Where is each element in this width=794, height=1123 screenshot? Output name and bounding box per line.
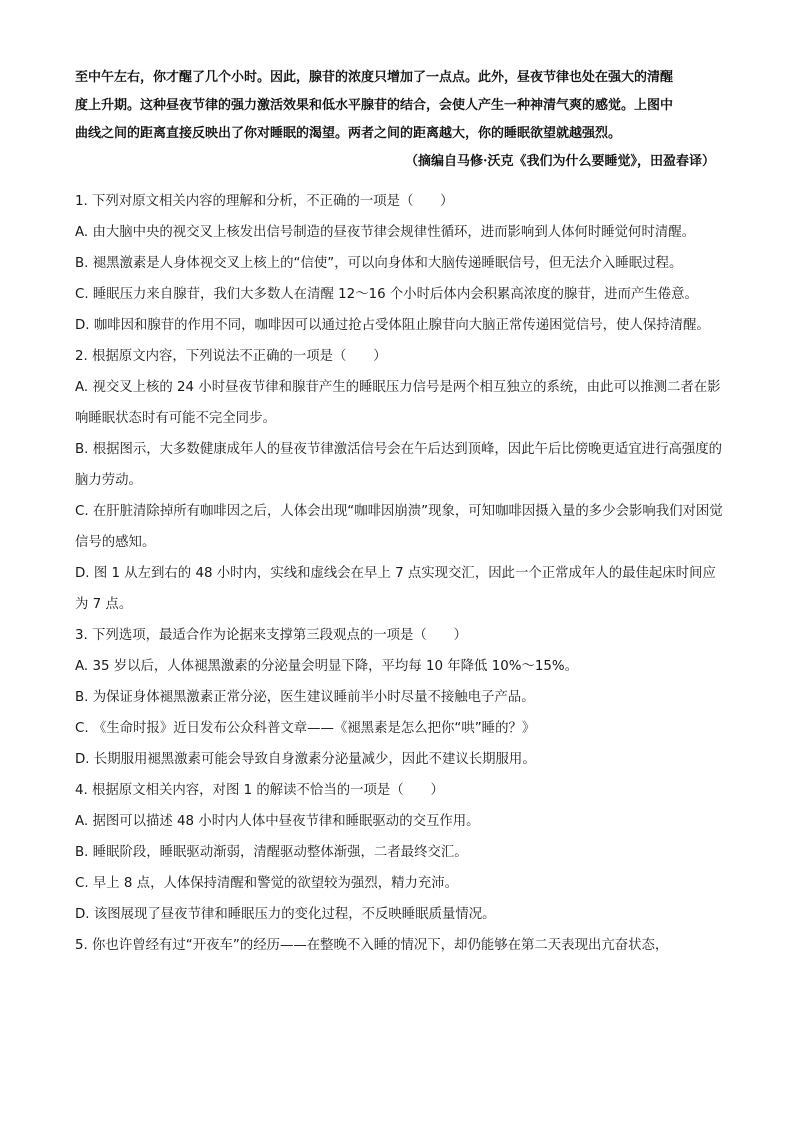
question-2-option-b: B. 根据图示，大多数健康成年人的昼夜节律激活信号会在午后达到顶峰，因此午后比傍晚更适宜进行高强度的脑力劳动。 xyxy=(75,442,723,488)
question-list xyxy=(75,186,725,961)
passage-line: 度上升期。这种昼夜节律的强力激活效果和低水平腺苷的结合，会使人产生一种神清气爽的感觉。上图中 xyxy=(75,98,674,113)
question-3-option-b: B. 为保证身体褪黑激素正常分泌，医生建议睡前半小时尽量不接触电子产品。 xyxy=(75,690,535,705)
passage-source: （摘编自马修·沃克《我们为什么要睡觉》，田盈春译） xyxy=(404,154,715,169)
question-1-option-b: B. 褪黑激素是人身体视交叉上核上的“信使”，可以向身体和大脑传递睡眠信号，但无法介入睡眠过程。 xyxy=(75,256,683,271)
passage-line: 至中午左右，你才醒了几个小时。因此，腺苷的浓度只增加了一点点。此外，昼夜节律也处在强大的清醒 xyxy=(75,70,674,85)
question-1-option-c: C. 睡眠压力来自腺苷，我们大多数人在清醒 12～16 个小时后体内会积累高浓度的腺苷，进而产生倦意。 xyxy=(75,287,698,302)
question-2-option-c: C. 在肝脏清除掉所有咖啡因之后，人体会出现“咖啡因崩溃”现象，可知咖啡因摄入量的多少会影响我们对困觉信号的感知。 xyxy=(75,504,723,550)
question-1-stem: 1. 下列对原文相关内容的理解和分析，不正确的一项是（ ） xyxy=(75,194,454,209)
question-1-option-d: D. 咖啡因和腺苷的作用不同，咖啡因可以通过抢占受体阻止腺苷向大脑正常传递困觉信号，使人保持清醒。 xyxy=(75,318,710,333)
question-4-option-d: D. 该图展现了昼夜节律和睡眠压力的变化过程，不反映睡眠质量情况。 xyxy=(75,907,496,922)
question-4-stem: 4. 根据原文相关内容，对图 1 的解读不恰当的一项是（ ） xyxy=(75,783,444,798)
question-4-option-a: A. 据图可以描述 48 小时内人体中昼夜节律和睡眠驱动的交互作用。 xyxy=(75,814,480,829)
question-4-option-c: C. 早上 8 点，人体保持清醒和警觉的欲望较为强烈，精力充沛。 xyxy=(75,876,459,891)
question-2-option-a: A. 视交叉上核的 24 小时昼夜节律和腺苷产生的睡眠压力信号是两个相互独立的系统，由此可以推测二者在影响睡眠状态时有可能不完全同步。 xyxy=(75,380,721,426)
question-2-option-d: D. 图 1 从左到右的 48 小时内，实线和虚线会在早上 7 点实现交汇，因此一个正常成年人的最佳起床时间应为 7 点。 xyxy=(75,566,716,612)
question-1-option-a: A. 由大脑中央的视交叉上核发出信号制造的昼夜节律会规律性循环，进而影响到人体何时睡觉何时清醒。 xyxy=(75,225,696,240)
question-2-stem: 2. 根据原文内容，下列说法不正确的一项是（ ） xyxy=(75,349,387,364)
passage-excerpt xyxy=(75,64,723,176)
question-3-stem: 3. 下列选项，最适合作为论据来支撑第三段观点的一项是（ ） xyxy=(75,628,467,643)
question-5-stem: 5. 你也许曾经有过“开夜车”的经历——在整晚不入睡的情况下，却仍能够在第二天表现出亢奋状态， xyxy=(75,938,669,953)
question-4-option-b: B. 睡眠阶段，睡眠驱动渐弱，清醒驱动整体渐强，二者最终交汇。 xyxy=(75,845,468,860)
question-3-option-c: C. 《生命时报》近日发布公众科普文章——《褪黑素是怎么把你“哄”睡的？》 xyxy=(75,721,536,736)
passage-line: 曲线之间的距离直接反映出了你对睡眠的渴望。两者之间的距离越大，你的睡眠欲望就越强烈。 xyxy=(75,126,622,141)
question-3-option-d: D. 长期服用褪黑激素可能会导致自身激素分泌量减少，因此不建议长期服用。 xyxy=(75,752,536,767)
question-3-option-a: A. 35 岁以后，人体褪黑激素的分泌量会明显下降，平均每 10 年降低 10%～15%。 xyxy=(75,659,579,674)
